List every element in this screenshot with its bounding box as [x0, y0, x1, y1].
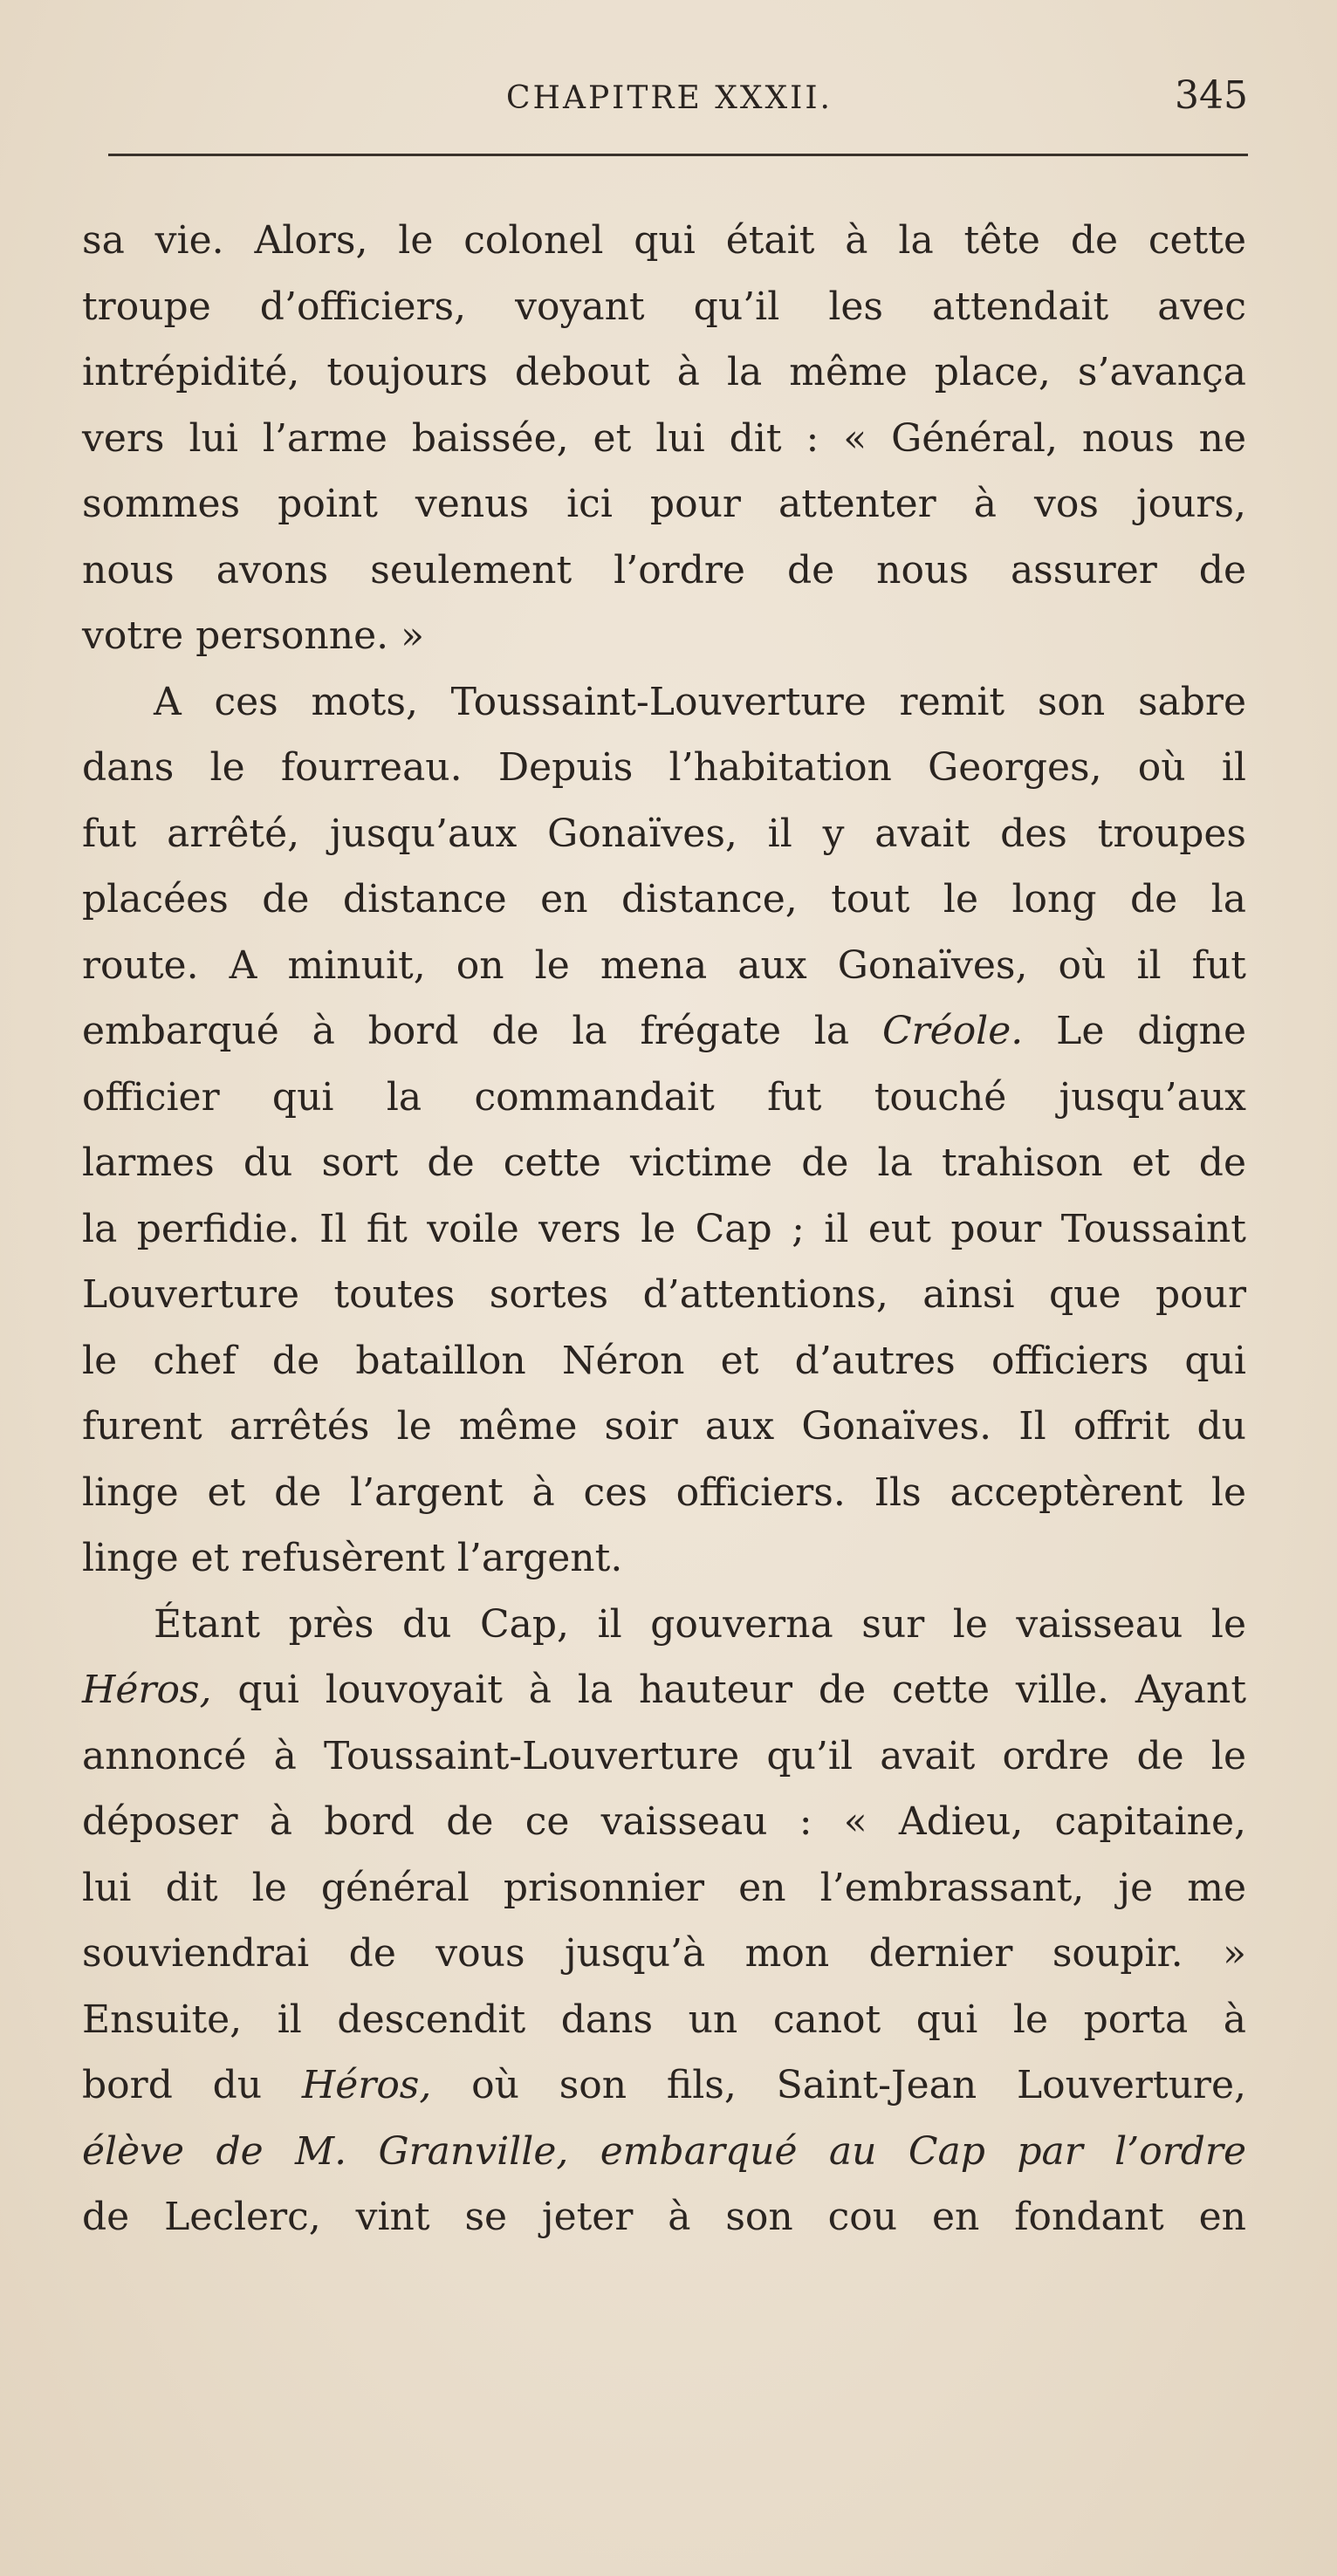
- chapter-title: CHAPITRE XXXII.: [506, 80, 833, 116]
- text-line: officier qui la commandait fut touché jusqu’aux: [82, 1074, 1246, 1120]
- running-header: [79, 70, 1248, 122]
- text-line: fut arrêté, jusqu’aux Gonaïves, il y avait des troupes: [82, 811, 1246, 856]
- text-line: nous avons seulement l’ordre de nous assurer de: [82, 547, 1246, 593]
- text-line: dans le fourreau. Depuis l’habitation Georges, où il: [82, 745, 1246, 790]
- text-line: sa vie. Alors, le colonel qui était à la tête de cette: [82, 218, 1246, 263]
- header-rule: [108, 154, 1248, 156]
- text-line: le chef de bataillon Néron et d’autres officiers qui: [82, 1338, 1246, 1383]
- text-line: sommes point venus ici pour attenter à vos jours,: [82, 482, 1246, 526]
- text-line: votre personne. »: [82, 613, 425, 658]
- text-line: linge et refusèrent l’argent.: [82, 1536, 623, 1580]
- text-line: Héros, qui louvoyait à la hauteur de cette ville. Ayant: [82, 1668, 1246, 1712]
- text-line: annoncé à Toussaint-Louverture qu’il avait ordre de le: [82, 1733, 1246, 1778]
- text-line: route. A minuit, on le mena aux Gonaïves, où il fut: [82, 942, 1246, 988]
- page-number: 345: [1175, 73, 1248, 118]
- text-line: intrépidité, toujours debout à la même place, s’avança: [82, 350, 1246, 394]
- text-line: linge et de l’argent à ces officiers. Ils acceptèrent le: [82, 1470, 1246, 1515]
- text-line: placées de distance en distance, tout le long de la: [82, 877, 1246, 921]
- text-line: larmes du sort de cette victime de la trahison et de: [82, 1141, 1246, 1185]
- text-line: élève de M. Granville, embarqué au Cap par l’ordre: [82, 2128, 1246, 2174]
- text-line: A ces mots, Toussaint-Louverture remit son sabre: [154, 679, 1246, 724]
- text-line: vers lui l’arme baissée, et lui dit : « Général, nous ne: [82, 415, 1246, 461]
- text-line: lui dit le général prisonnier en l’embrassant, je me: [82, 1865, 1246, 1910]
- text-line: souviendrai de vous jusqu’à mon dernier soupir. »: [82, 1931, 1246, 1976]
- text-line: Ensuite, il descendit dans un canot qui le porta à: [82, 1997, 1246, 2042]
- text-line: troupe d’officiers, voyant qu’il les attendait avec: [82, 284, 1246, 329]
- text-line: bord du Héros, où son fils, Saint-Jean Louverture,: [82, 2063, 1246, 2107]
- text-line: Louverture toutes sortes d’attentions, ainsi que pour: [82, 1272, 1246, 1317]
- text-line: déposer à bord de ce vaisseau : « Adieu, capitaine,: [82, 1799, 1246, 1844]
- body-text: [82, 208, 1246, 2251]
- text-line: la perfidie. Il fit voile vers le Cap ; il eut pour Toussaint: [82, 1206, 1246, 1251]
- text-line: embarqué à bord de la frégate la Créole. Le digne: [82, 1009, 1246, 1053]
- text-line: furent arrêtés le même soir aux Gonaïves. Il offrit du: [82, 1404, 1246, 1449]
- text-line: de Leclerc, vint se jeter à son cou en fondant en: [82, 2195, 1246, 2239]
- text-line: Étant près du Cap, il gouverna sur le vaisseau le: [154, 1601, 1246, 1647]
